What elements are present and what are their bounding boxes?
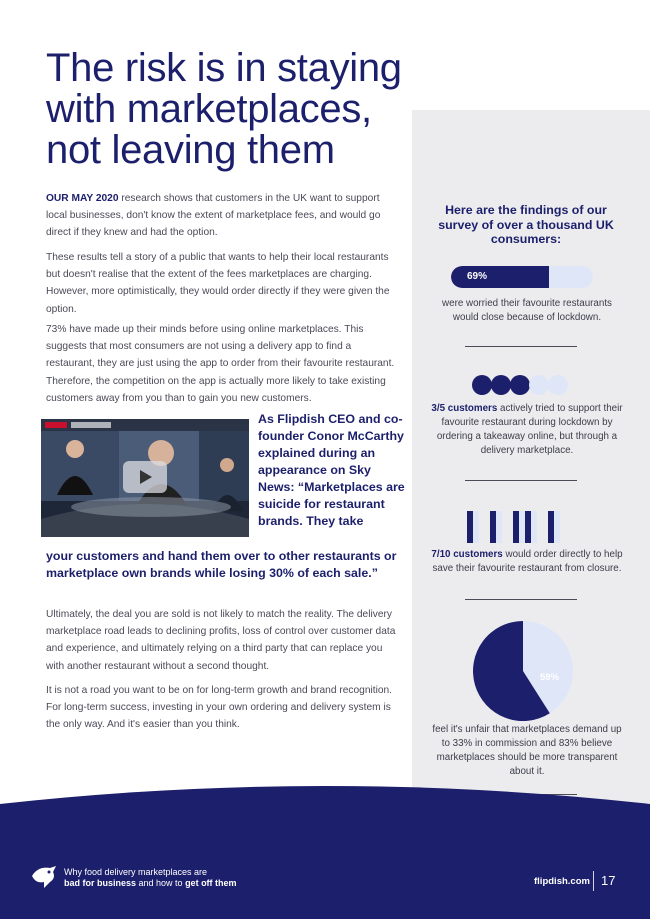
title-line-3: not leaving them <box>46 128 335 172</box>
footer-tagline-bold-2: get off them <box>185 878 237 888</box>
stat-7-of-10-lead: 7/10 customers <box>431 549 503 560</box>
dot-empty <box>548 375 568 395</box>
divider <box>465 346 577 347</box>
footer-website-link[interactable]: flipdish.com <box>534 876 590 887</box>
stat-59-value: 59% <box>540 672 560 683</box>
page-title <box>46 48 406 171</box>
stat-7-of-10-text: would order directly to help save their favourite restaurant from closure. <box>432 549 623 574</box>
footer-tagline-line1: Why food delivery marketplaces are <box>64 867 208 877</box>
ceo-quote-continued: your customers and hand them over to other restaurants or marketplace own brands while losing 30% of each sale.” <box>46 549 397 580</box>
stat-7-of-10-description <box>430 548 624 576</box>
stat-69-progress-bar <box>451 266 593 288</box>
paragraph-story: These results tell a story of a public that wants to help their local restaurants but doesn't realise that the extent of the fees marketplaces are charging. However, more optimistically, they would order directly if they were given the option. <box>46 252 390 315</box>
sidebar-curve <box>412 0 650 190</box>
dot-empty <box>529 375 549 395</box>
stat-69-value: 69% <box>467 271 488 282</box>
footer-band <box>0 780 650 919</box>
stat-3-of-5-description <box>430 402 624 458</box>
dot-filled <box>491 375 511 395</box>
page-number: 17 <box>601 873 616 888</box>
stat-69-description: were worried their favourite restaurants would close because of lockdown. <box>442 298 612 323</box>
dot-filled <box>472 375 492 395</box>
play-icon <box>123 461 167 493</box>
footer-tagline-mid: and how to <box>136 878 186 888</box>
footer-tagline <box>64 867 237 889</box>
stat-3-of-5-lead: 3/5 customers <box>431 403 498 414</box>
title-line-2: with marketplaces, <box>46 87 372 131</box>
play-button[interactable] <box>123 461 167 493</box>
tally-mark-empty <box>531 511 537 543</box>
stat-59-description: feel it's unfair that marketplaces demand up to 33% in commission and 83% believe marketplaces should be more transparent about it. <box>432 724 622 777</box>
survey-findings-title: Here are the findings of our survey of over a thousand UK consumers: <box>438 203 614 246</box>
tally-mark-filled <box>496 511 502 543</box>
tally-mark-filled <box>473 511 479 543</box>
paragraph-reality: Ultimately, the deal you are sold is not likely to match the reality. The delivery marketplace road leads to declining profits, loss of control over customer data and experience, and ultimately relying on a third party that can replace you with another restaurant without a second thought. <box>46 609 396 672</box>
tally-mark-empty <box>554 511 560 543</box>
dot-filled <box>510 375 530 395</box>
stat-7-of-10-tally <box>467 511 577 543</box>
divider <box>465 480 577 481</box>
paragraph-intro-text: research shows that customers in the UK want to support local businesses, don't know the extent of marketplace fees, and would go direct if they knew and had the option. <box>46 193 381 239</box>
ceo-quote-side: As Flipdish CEO and co-founder Conor McCarthy explained during an appearance on Sky News: “Marketplaces are suicide for restaurant brands. They take <box>258 412 405 528</box>
footer-tagline-bold-1: bad for business <box>64 878 137 888</box>
footer-separator <box>593 871 594 891</box>
stat-69-progress-fill <box>451 266 549 288</box>
stat-3-of-5-text: actively tried to support their favourite restaurant during lockdown by ordering a takeaway online, but through a delivery marketplace. <box>436 403 623 456</box>
paragraph-intro-lead: OUR MAY 2020 <box>46 193 119 204</box>
flipdish-logo-icon <box>30 862 58 890</box>
paragraph-intro <box>46 190 398 242</box>
title-line-1: The risk is in staying <box>46 46 402 90</box>
stat-59-pie-chart <box>472 620 574 722</box>
divider <box>465 599 577 600</box>
stat-3-of-5-dots <box>472 375 582 395</box>
sky-news-video-thumbnail[interactable] <box>41 419 249 537</box>
paragraph-long-term: It is not a road you want to be on for long-term growth and brand recognition. For long-term success, investing in your own ordering and delivery system is the only way. And it's easier than you think. <box>46 685 393 731</box>
paragraph-73-percent: 73% have made up their minds before using online marketplaces. This suggests that most consumers are not using a delivery app to find a restaurant, they are just using the app to order from their favourite restaurant. Therefore, the competition on the app is actually more likely to take existing customers away from you than to gain you new customers. <box>46 324 395 404</box>
